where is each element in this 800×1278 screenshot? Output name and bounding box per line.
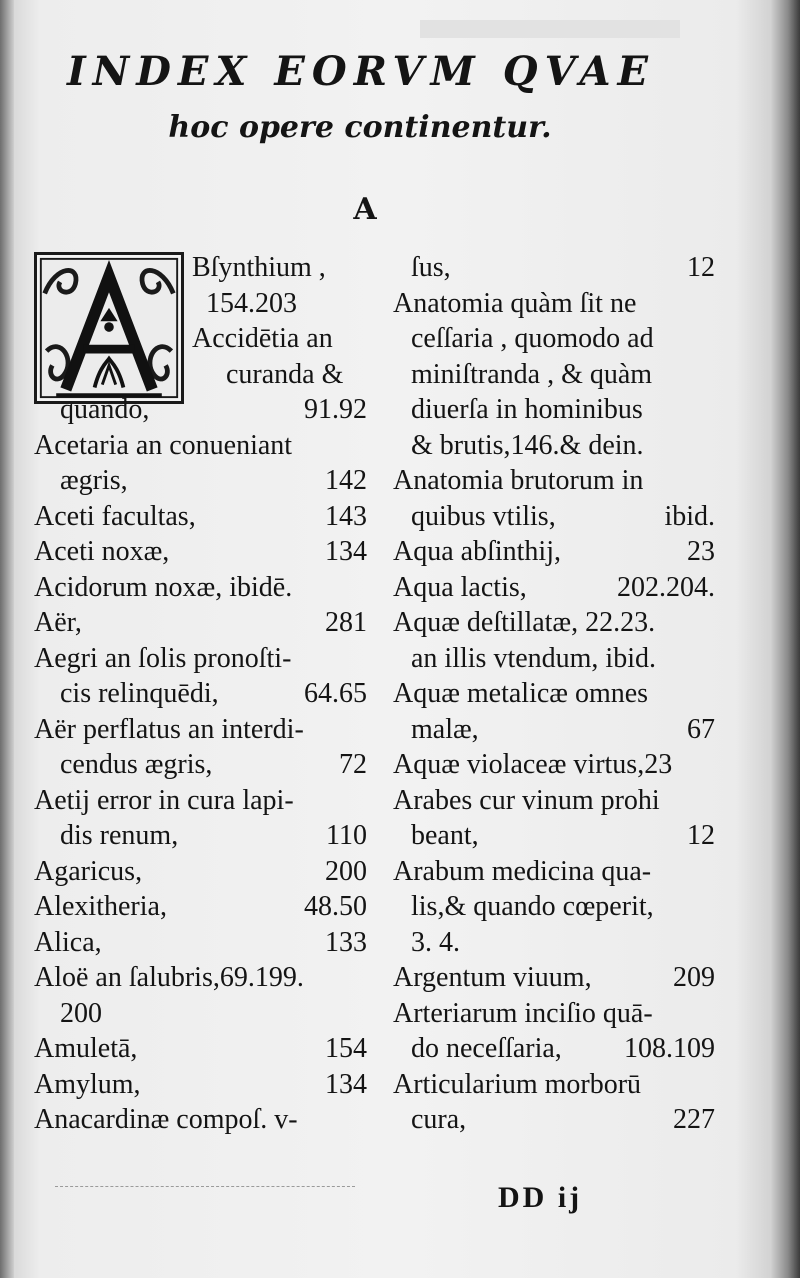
entry-page: 110 [326, 820, 367, 851]
index-entry [34, 499, 367, 535]
entry-text: Alexitheria, [34, 891, 167, 922]
entry-text: cis relinquēdi, [60, 678, 219, 709]
entry-text: ceſſaria , quomodo ad [411, 323, 654, 354]
entry-page: 72 [339, 749, 367, 780]
index-entry [393, 712, 715, 748]
entry-page: 133 [325, 926, 367, 958]
entry-text: miniſtranda , & quàm [411, 358, 653, 390]
entry-page: 12 [687, 252, 715, 283]
index-entry [34, 392, 367, 428]
index-entry [393, 960, 715, 996]
index-entry [393, 250, 715, 286]
index-entry [34, 996, 367, 1032]
index-entry [393, 676, 715, 712]
entry-text: 200 [60, 997, 102, 1029]
entry-text: lis,& quando cœperit, [411, 891, 654, 922]
index-entry [34, 570, 367, 606]
index-entry [34, 676, 367, 712]
index-entry [393, 534, 715, 570]
entry-text: do neceſſaria, [411, 1033, 562, 1064]
entry-text: Anatomia quàm ſit ne [393, 287, 637, 319]
entry-text: quando, [60, 394, 150, 425]
entry-text: Articularium morborū [393, 1068, 642, 1100]
bleed-through-mark [420, 20, 680, 38]
entry-text: Aetij error in cura lapi- [34, 784, 294, 816]
entry-text: quibus vtilis, [411, 500, 556, 532]
index-entry [34, 925, 367, 961]
index-entry [393, 1031, 715, 1067]
entry-text: Acetaria an conueniant [34, 429, 293, 461]
index-column-right [393, 250, 715, 1138]
index-entry [34, 747, 367, 783]
entry-text: Aqua lactis, [393, 571, 527, 603]
entry-page: 209 [673, 962, 715, 993]
index-entry [34, 818, 367, 854]
index-entry [393, 499, 715, 535]
index-entry [34, 854, 367, 890]
index-entry [34, 641, 367, 677]
entry-page: 202.204. [617, 571, 715, 603]
entry-page: 227 [673, 1104, 715, 1135]
signature-mark: DD ij [498, 1181, 583, 1214]
index-entry [34, 1031, 367, 1067]
index-entry [34, 1067, 367, 1103]
entry-text: 154.203 [206, 287, 297, 319]
index-entry [34, 889, 367, 925]
entry-text: Accidētia an [192, 323, 333, 354]
entry-text: Aqua abſinthij, [393, 536, 561, 567]
entry-text: Aceti noxæ, [34, 536, 170, 567]
index-entry [393, 747, 715, 783]
index-entry [393, 783, 715, 819]
entry-text: beant, [411, 820, 479, 851]
entry-text: curanda & [226, 358, 344, 390]
index-entry [34, 428, 367, 464]
index-entry [34, 534, 367, 570]
entry-page: 134 [325, 1068, 367, 1100]
index-entry [34, 357, 367, 393]
index-entry [34, 1102, 367, 1138]
entry-text: Agaricus, [34, 855, 143, 887]
entry-page: 23 [687, 536, 715, 567]
entry-page: 143 [325, 500, 367, 532]
entry-text: Anacardinæ compoſ. v- [34, 1104, 298, 1135]
entry-page: 281 [325, 607, 367, 638]
index-entry [393, 428, 715, 464]
index-entry [34, 321, 367, 357]
entry-text: Aceti facultas, [34, 500, 196, 532]
index-entry [34, 286, 367, 322]
index-entry [34, 463, 367, 499]
index-entry [34, 783, 367, 819]
entry-page: 108.109 [624, 1033, 715, 1064]
index-entry [393, 925, 715, 961]
entry-text: Amylum, [34, 1068, 141, 1100]
entry-text: Arabum medicina qua- [393, 855, 652, 887]
index-entry [393, 321, 715, 357]
index-entry [393, 392, 715, 428]
index-entry [393, 889, 715, 925]
index-entry [393, 818, 715, 854]
index-entry [393, 357, 715, 393]
entry-page: 12 [687, 820, 715, 851]
entry-text: Arteriarum inciſio quā- [393, 997, 653, 1029]
entry-text: Aloë an ſalubris,69.199. [34, 962, 304, 993]
entry-text: malæ, [411, 713, 479, 745]
page-subtitle: hoc opere continentur. [168, 110, 552, 145]
entry-text: Aquæ metalicæ omnes [393, 678, 649, 709]
entry-text: Aër perflatus an interdi- [34, 713, 304, 745]
entry-text: ægris, [60, 465, 128, 496]
entry-page: 91.92 [304, 394, 367, 425]
entry-text: Alica, [34, 926, 102, 958]
index-entry [393, 641, 715, 677]
index-entry [34, 712, 367, 748]
entry-page: 64.65 [304, 678, 367, 709]
entry-text: diuerſa in hominibus [411, 394, 643, 425]
page-left-edge [0, 0, 14, 1278]
entry-text: Aër, [34, 607, 82, 638]
entry-text: cendus ægris, [60, 749, 213, 780]
entry-text: & brutis,146.& dein. [411, 429, 644, 461]
index-entry [34, 960, 367, 996]
entry-text: Aquæ deſtillatæ, 22.23. [393, 607, 656, 638]
entry-text: an illis vtendum, ibid. [411, 642, 656, 674]
index-entry [393, 854, 715, 890]
entry-page: 154 [325, 1033, 367, 1064]
entry-text: cura, [411, 1104, 467, 1135]
section-letter: A [353, 192, 377, 227]
entry-text: Bſynthium , [192, 252, 326, 283]
entry-text: ſus, [411, 252, 451, 283]
entry-page: 142 [325, 465, 367, 496]
entry-text: Aegri an ſolis pronoſti- [34, 642, 292, 674]
index-entry [393, 1067, 715, 1103]
entry-text: Anatomia brutorum in [393, 465, 644, 496]
entry-page: 67 [687, 713, 715, 745]
index-entry [393, 286, 715, 322]
entry-text: Acidorum noxæ, ibidē. [34, 571, 293, 603]
entry-text: Argentum viuum, [393, 962, 592, 993]
index-entry [393, 1102, 715, 1138]
entry-text: Arabes cur vinum prohi [393, 784, 660, 816]
page-right-edge [770, 0, 800, 1278]
index-entry [34, 250, 367, 286]
index-column-left [34, 250, 367, 1138]
entry-text: dis renum, [60, 820, 179, 851]
entry-page: ibid. [664, 500, 715, 532]
index-entry [393, 463, 715, 499]
index-entry [393, 570, 715, 606]
index-entry [393, 605, 715, 641]
entry-text: Aquæ violaceæ virtus,23 [393, 749, 673, 780]
index-entry [393, 996, 715, 1032]
entry-page: 200 [325, 855, 367, 887]
bottom-rule [55, 1186, 355, 1187]
entry-page: 48.50 [304, 891, 367, 922]
entry-text: 3. 4. [411, 926, 460, 958]
index-entry [34, 605, 367, 641]
page-title: INDEX EORVM QVAE [66, 48, 656, 95]
entry-text: Amuletā, [34, 1033, 138, 1064]
entry-page: 134 [325, 536, 367, 567]
